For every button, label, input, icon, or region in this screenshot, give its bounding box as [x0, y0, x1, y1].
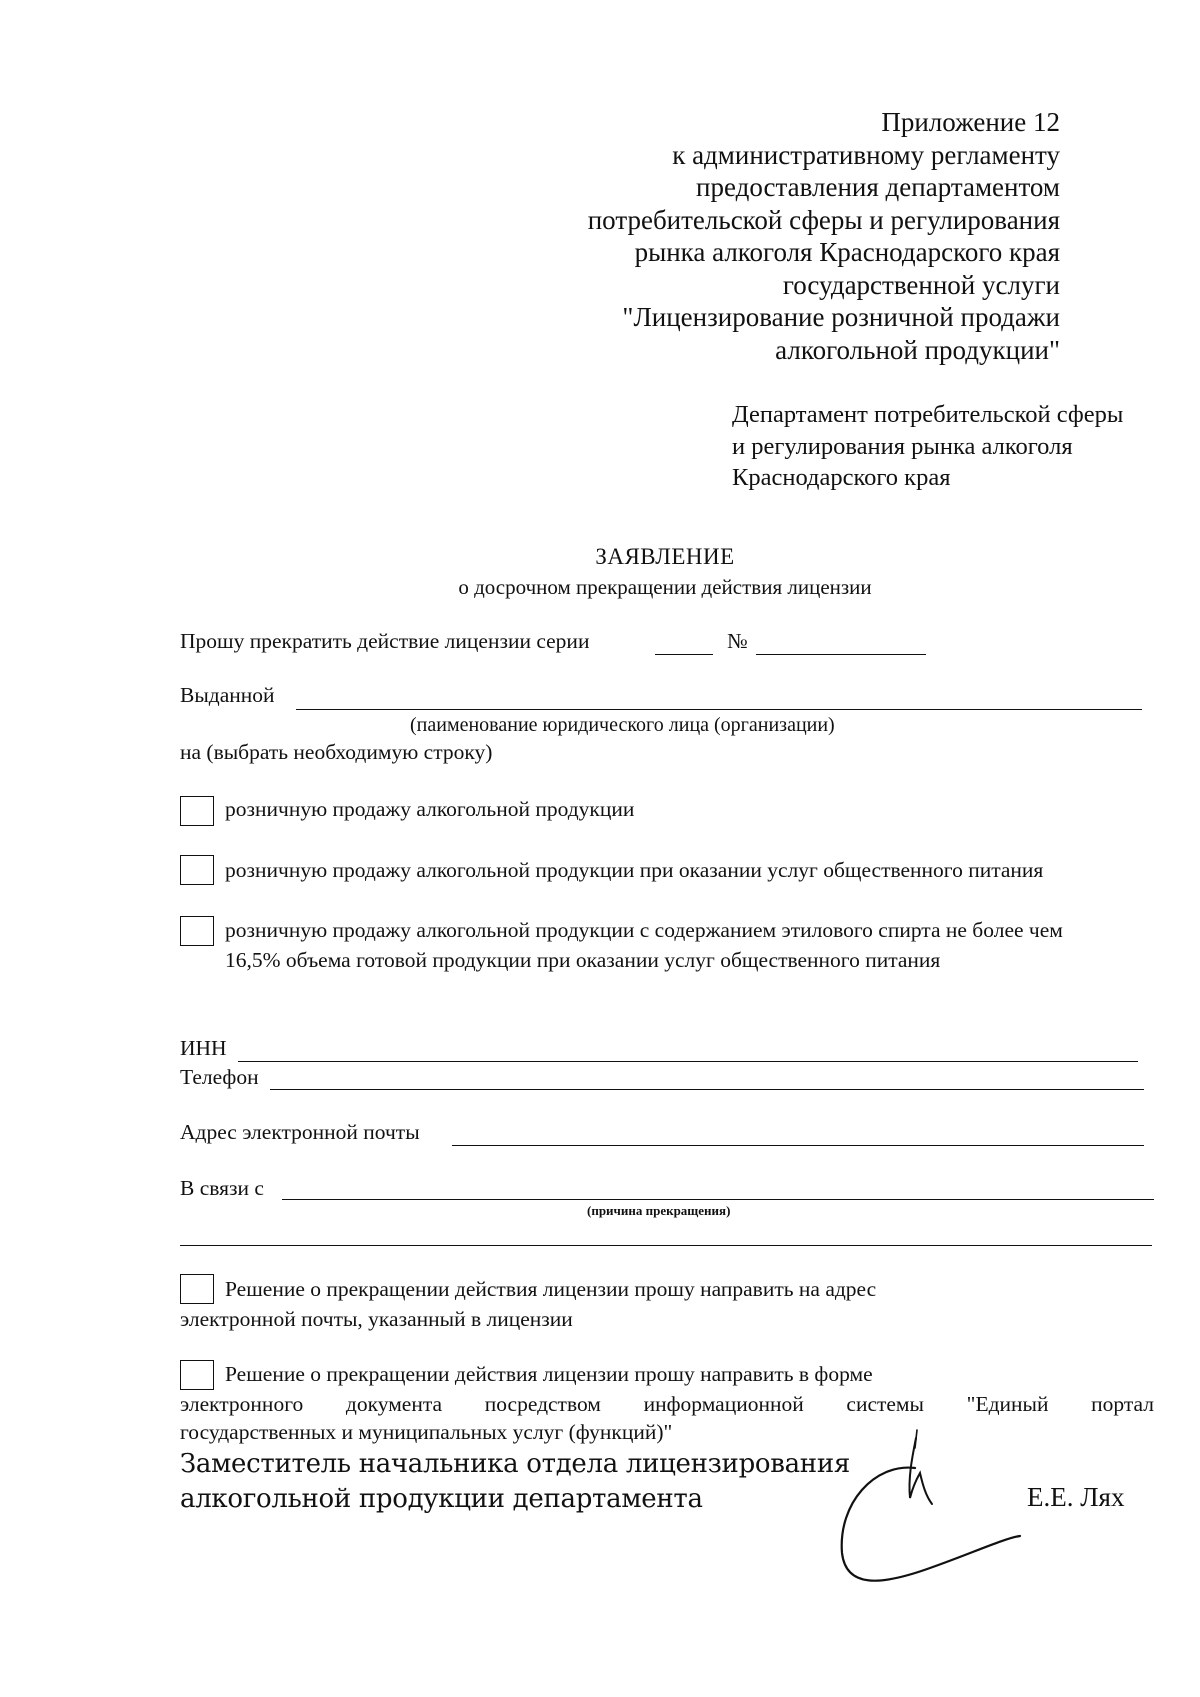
option-catering-checkbox[interactable] [180, 855, 214, 885]
delivery-email-line1: Решение о прекращении действия лицензии прошу направить на адрес [225, 1277, 877, 1301]
signer-name: Е.Е. Лях [1027, 1482, 1125, 1512]
choose-text: на (выбрать необходимую строку) [180, 740, 493, 764]
phone-label: Телефон [180, 1065, 259, 1089]
appendix-line: "Лицензирование розничной продажи [622, 302, 1060, 332]
option-catering-label: розничную продажу алкогольной продукции при оказании услуг общественного питания [225, 858, 1044, 882]
delivery-portal-line1: Решение о прекращении действия лицензии прошу направить в форме [225, 1362, 873, 1386]
reason-caption: (причина прекращения) [587, 1203, 731, 1218]
signer-position [180, 1447, 850, 1517]
issued-field[interactable] [296, 709, 1142, 710]
signer-position-line: алкогольной продукции департамента [180, 1484, 703, 1514]
phone-field[interactable] [270, 1089, 1144, 1090]
appendix-header [588, 106, 1060, 366]
portal-word: портал [1091, 1392, 1154, 1416]
request-text: Прошу прекратить действие лицензии серии [180, 629, 590, 653]
handwritten-signature [820, 1418, 1040, 1608]
issued-caption: (паименование юридического лица (организации) [410, 714, 835, 736]
inn-field[interactable] [238, 1061, 1138, 1062]
delivery-email-checkbox[interactable] [180, 1274, 214, 1304]
portal-word: "Единый [966, 1392, 1049, 1416]
portal-word: системы [846, 1392, 924, 1416]
option-retail-checkbox[interactable] [180, 796, 214, 826]
addressee-line: и регулирования рынка алкоголя [732, 432, 1073, 460]
appendix-line: государственной услуги [782, 269, 1060, 300]
email-field[interactable] [452, 1145, 1144, 1146]
option-low-alcohol-checkbox[interactable] [180, 916, 214, 946]
portal-word: документа [345, 1392, 443, 1416]
appendix-line: Приложение 12 [881, 107, 1060, 137]
option-low-alcohol-label: розничную продажу алкогольной продукции с содержанием этилового спирта не более чем 16,5% объема готовой продукции при оказании услуг общественного питания [225, 918, 1063, 972]
portal-word: информационной [643, 1392, 804, 1416]
option-retail-label: розничную продажу алкогольной продукции [225, 797, 635, 821]
delivery-portal-line2 [180, 1392, 1154, 1417]
appendix-line: предоставления департаментом [696, 172, 1060, 202]
portal-word: электронного [180, 1392, 304, 1416]
reason-label: В связи с [180, 1176, 264, 1200]
addressee-block [732, 399, 1123, 494]
issued-label: Выданной [180, 683, 275, 707]
delivery-portal-checkbox[interactable] [180, 1360, 214, 1390]
inn-label: ИНН [180, 1036, 227, 1060]
addressee-line: Департамент потребительской сферы [732, 401, 1124, 428]
reason-field[interactable] [282, 1199, 1154, 1200]
appendix-line: потребительской сферы и регулирования [587, 204, 1060, 235]
delivery-email-line2: электронной почты, указанный в лицензии [180, 1307, 573, 1331]
document-title: ЗАЯВЛЕНИЕ [595, 544, 735, 569]
appendix-line: к административному регламенту [672, 139, 1060, 170]
appendix-line: рынка алкоголя Краснодарского края [634, 237, 1060, 267]
number-sign: № [727, 629, 748, 653]
series-field[interactable] [655, 654, 713, 655]
reason-field-continued[interactable] [180, 1245, 1152, 1246]
delivery-portal-line3: государственных и муниципальных услуг (функций)" [180, 1420, 673, 1444]
portal-word: посредством [484, 1392, 601, 1416]
addressee-line: Краснодарского края [732, 464, 951, 491]
email-label: Адрес электронной почты [180, 1120, 420, 1144]
appendix-line: алкогольной продукции" [775, 334, 1060, 365]
signer-position-line: Заместитель начальника отдела лицензирования [180, 1449, 850, 1479]
number-field[interactable] [756, 654, 926, 655]
document-subtitle: о досрочном прекращении действия лицензии [458, 575, 872, 599]
